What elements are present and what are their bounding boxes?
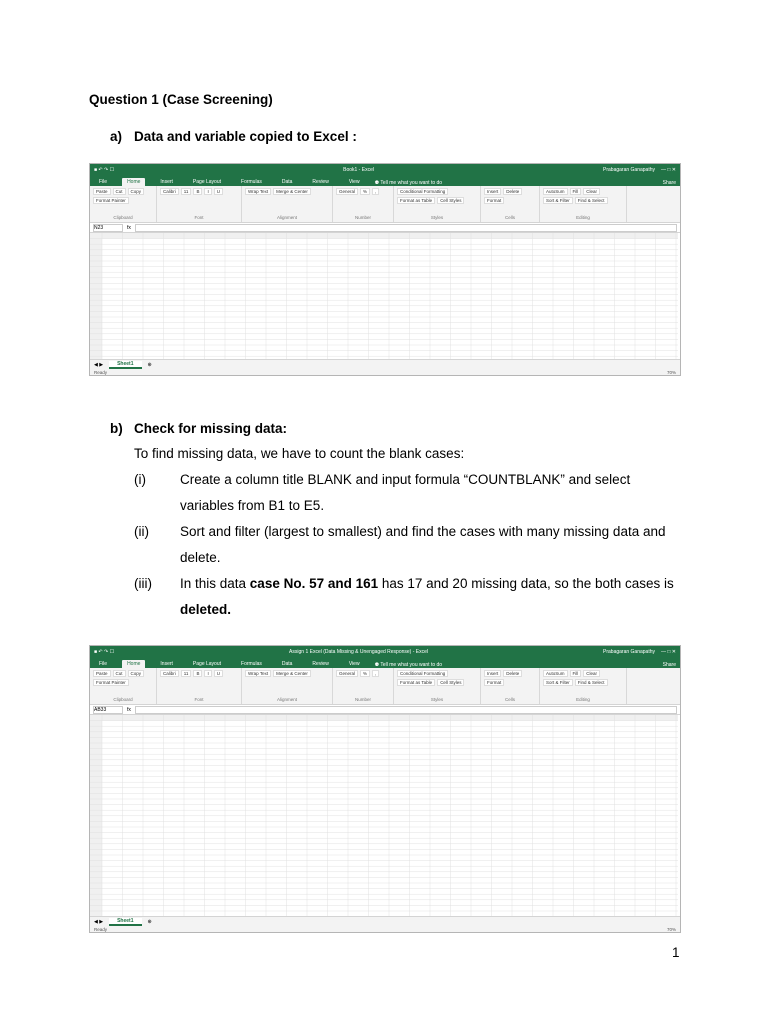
name-box[interactable]: N23 <box>93 224 123 232</box>
ribbon-button[interactable]: U <box>214 670 223 677</box>
ribbon-button[interactable]: I <box>204 670 211 677</box>
ribbon-button[interactable]: 11 <box>181 188 192 195</box>
name-box[interactable]: AB33 <box>93 706 123 714</box>
sheet-tabs-bar <box>90 359 680 369</box>
ribbon <box>90 186 680 223</box>
zoom-level[interactable]: 70% <box>666 370 676 375</box>
ribbon-group-font <box>157 186 242 222</box>
ribbon-button[interactable]: Format <box>484 197 504 204</box>
ribbon-button[interactable]: % <box>360 188 370 195</box>
tab-review[interactable]: Review <box>312 661 329 667</box>
ribbon-group-label: Cells <box>504 215 515 220</box>
ribbon-button[interactable]: Find & Select <box>575 197 608 204</box>
tab-formulas[interactable]: Formulas <box>241 179 262 185</box>
excel-screenshot-2 <box>89 645 681 933</box>
ribbon-button[interactable]: , <box>372 188 379 195</box>
part-b-marker: b) <box>110 421 123 436</box>
ribbon-group-label: Styles <box>430 215 444 220</box>
ribbon-button[interactable]: Insert <box>484 670 501 677</box>
sheet-tabs-bar <box>90 916 680 926</box>
ribbon-button[interactable]: Format <box>484 679 504 686</box>
ribbon-button[interactable]: AutoSum <box>543 670 568 677</box>
quick-access-icons: ■ ↶ ↷ ☐ <box>94 649 115 655</box>
tab-home[interactable]: Home <box>122 660 145 668</box>
ribbon-group-styles <box>394 186 481 222</box>
tab-file[interactable]: File <box>99 179 108 185</box>
part-b-text: Check for missing data: <box>134 421 288 436</box>
ribbon <box>90 668 680 705</box>
ribbon-button[interactable]: I <box>204 188 211 195</box>
share-button[interactable]: Share <box>662 180 676 186</box>
ribbon-group-cells <box>481 186 540 222</box>
window-title: Book1 - Excel <box>343 167 374 173</box>
ribbon-button[interactable]: Copy <box>128 188 145 195</box>
ribbon-button[interactable]: Cut <box>113 188 126 195</box>
step-1-line2: variables from B1 to E5. <box>180 498 325 513</box>
fx-icon: fx <box>127 706 131 713</box>
ribbon-button[interactable]: B <box>193 670 202 677</box>
formula-bar <box>90 705 680 715</box>
ribbon-button[interactable]: 11 <box>181 670 192 677</box>
ribbon-button[interactable]: Clear <box>583 188 600 195</box>
intro-text: To find missing data, we have to count the blank cases: <box>134 446 465 461</box>
ribbon-group-styles <box>394 668 481 704</box>
ribbon-group-clipboard <box>90 668 157 704</box>
sheet-tab[interactable]: Sheet1 <box>109 361 141 369</box>
ribbon-button[interactable]: AutoSum <box>543 188 568 195</box>
tab-file[interactable]: File <box>99 661 108 667</box>
ribbon-button[interactable]: Fill <box>570 670 582 677</box>
ribbon-button[interactable]: Format as Table <box>397 679 435 686</box>
step-2-line2: delete. <box>180 550 221 565</box>
excel-titlebar <box>90 646 680 658</box>
row-header-column <box>90 715 102 916</box>
ribbon-button[interactable]: General <box>336 188 358 195</box>
excel-screenshot-1 <box>89 163 681 376</box>
ribbon-button[interactable]: , <box>372 670 379 677</box>
ribbon-tabs <box>90 658 680 668</box>
step-1-marker: (i) <box>134 472 146 487</box>
ribbon-button[interactable]: Calibri <box>160 188 179 195</box>
zoom-level[interactable]: 70% <box>666 927 676 932</box>
ribbon-button[interactable]: Format as Table <box>397 197 435 204</box>
window-controls[interactable]: — □ ✕ <box>661 167 676 173</box>
ribbon-button[interactable]: Merge & Center <box>273 188 311 195</box>
add-sheet-icon[interactable]: ⊕ <box>147 361 152 368</box>
part-a-text: Data and variable copied to Excel : <box>134 129 357 144</box>
step-3-line2: deleted. <box>180 602 232 617</box>
ribbon-button[interactable]: Wrap Text <box>245 188 271 195</box>
ribbon-button[interactable]: Cell Styles <box>437 197 464 204</box>
ribbon-group-label: Font <box>194 215 204 220</box>
ribbon-button[interactable]: Conditional Formatting <box>397 670 448 677</box>
ribbon-group-label: Cells <box>504 697 515 702</box>
sheet-tab[interactable]: Sheet1 <box>109 918 141 926</box>
ribbon-button[interactable]: Clear <box>583 670 600 677</box>
ribbon-button[interactable]: % <box>360 670 370 677</box>
status-bar <box>90 369 680 376</box>
ribbon-button[interactable]: Paste <box>93 188 111 195</box>
ribbon-group-number <box>333 668 394 704</box>
ribbon-button[interactable]: Calibri <box>160 670 179 677</box>
ribbon-button[interactable]: B <box>193 188 202 195</box>
formula-bar <box>90 223 680 233</box>
column-header-row <box>90 233 678 239</box>
status-text: Ready <box>94 927 108 932</box>
ribbon-group-editing <box>540 668 627 704</box>
tab-data[interactable]: Data <box>281 661 293 667</box>
tell-me-box[interactable]: ⚉ Tell me what you want to do <box>374 180 443 186</box>
step-3-marker: (iii) <box>134 576 152 591</box>
tab-page-layout[interactable]: Page Layout <box>192 179 222 185</box>
ribbon-group-label: Number <box>354 697 371 702</box>
ribbon-group-font <box>157 668 242 704</box>
excel-titlebar <box>90 164 680 176</box>
window-controls[interactable]: — □ ✕ <box>661 649 676 655</box>
ribbon-button[interactable]: Format Painter <box>93 679 129 686</box>
ribbon-button[interactable]: Cut <box>113 670 126 677</box>
spreadsheet-grid[interactable] <box>90 233 680 359</box>
step-3-line1 <box>180 576 674 591</box>
ribbon-group-label: Editing <box>576 697 590 702</box>
ribbon-group-alignment <box>242 186 333 222</box>
step-2-line1: Sort and filter (largest to smallest) and find the cases with many missing data and <box>180 524 666 539</box>
part-a-marker: a) <box>110 129 123 144</box>
step-2-marker: (ii) <box>134 524 149 539</box>
ribbon-button[interactable]: Copy <box>128 670 145 677</box>
ribbon-group-cells <box>481 668 540 704</box>
ribbon-button[interactable]: Wrap Text <box>245 670 271 677</box>
ribbon-group-clipboard <box>90 186 157 222</box>
page-number: 1 <box>672 945 680 960</box>
tab-data[interactable]: Data <box>281 179 293 185</box>
ribbon-group-label: Editing <box>576 215 590 220</box>
tab-home[interactable]: Home <box>122 178 145 186</box>
tab-insert[interactable]: Insert <box>160 661 173 667</box>
ribbon-group-label: Alignment <box>276 215 297 220</box>
user-name: Prabagaran Ganapathy <box>603 167 655 173</box>
ribbon-group-editing <box>540 186 627 222</box>
sheet-nav-icon[interactable]: ◀ ▶ <box>94 918 104 925</box>
quick-access-icons: ■ ↶ ↷ ☐ <box>94 167 115 173</box>
ribbon-button[interactable]: Paste <box>93 670 111 677</box>
spreadsheet-grid[interactable] <box>90 715 680 916</box>
ribbon-button[interactable]: Sort & Filter <box>543 197 573 204</box>
status-bar <box>90 926 680 933</box>
ribbon-group-label: Clipboard <box>113 697 133 702</box>
add-sheet-icon[interactable]: ⊕ <box>147 918 152 925</box>
ribbon-button[interactable]: Format Painter <box>93 197 129 204</box>
ribbon-group-label: Styles <box>430 697 444 702</box>
ribbon-button[interactable]: Delete <box>503 188 522 195</box>
ribbon-button[interactable]: General <box>336 670 358 677</box>
step-3-text-c: has 17 and 20 missing data, so the both cases is <box>378 576 674 591</box>
ribbon-button[interactable]: Delete <box>503 670 522 677</box>
ribbon-tabs <box>90 176 680 186</box>
step-3-text-bold: case No. 57 and 161 <box>249 576 379 591</box>
status-text: Ready <box>94 370 108 375</box>
tell-me-box[interactable]: ⚉ Tell me what you want to do <box>374 662 443 668</box>
ribbon-group-label: Font <box>194 697 204 702</box>
window-title: Assign 1 Excel (Data Missing & Unengaged Response) - Excel <box>289 649 429 655</box>
ribbon-button[interactable]: Insert <box>484 188 501 195</box>
sheet-nav-icon[interactable]: ◀ ▶ <box>94 361 104 368</box>
ribbon-group-label: Number <box>354 215 371 220</box>
column-header-row <box>90 715 678 721</box>
ribbon-group-label: Alignment <box>276 697 297 702</box>
ribbon-button[interactable]: Merge & Center <box>273 670 311 677</box>
ribbon-button[interactable]: Fill <box>570 188 582 195</box>
ribbon-button[interactable]: Conditional Formatting <box>397 188 448 195</box>
fx-icon: fx <box>127 224 131 231</box>
user-name: Prabagaran Ganapathy <box>603 649 655 655</box>
tab-insert[interactable]: Insert <box>160 179 173 185</box>
ribbon-button[interactable]: U <box>214 188 223 195</box>
row-header-column <box>90 233 102 359</box>
tab-view[interactable]: View <box>348 179 360 185</box>
ribbon-group-label: Clipboard <box>113 215 133 220</box>
tab-review[interactable]: Review <box>312 179 329 185</box>
step-1-line1: Create a column title BLANK and input formula “COUNTBLANK” and select <box>180 472 631 487</box>
ribbon-group-alignment <box>242 668 333 704</box>
ribbon-button[interactable]: Cell Styles <box>437 679 464 686</box>
tab-view[interactable]: View <box>348 661 360 667</box>
share-button[interactable]: Share <box>662 662 676 668</box>
ribbon-button[interactable]: Find & Select <box>575 679 608 686</box>
step-3-text-a: In this data <box>180 576 250 591</box>
ribbon-button[interactable]: Sort & Filter <box>543 679 573 686</box>
formula-input[interactable] <box>135 224 677 232</box>
ribbon-group-number <box>333 186 394 222</box>
tab-page-layout[interactable]: Page Layout <box>192 661 222 667</box>
tab-formulas[interactable]: Formulas <box>241 661 262 667</box>
page-heading: Question 1 (Case Screening) <box>89 92 273 107</box>
formula-input[interactable] <box>135 706 677 714</box>
